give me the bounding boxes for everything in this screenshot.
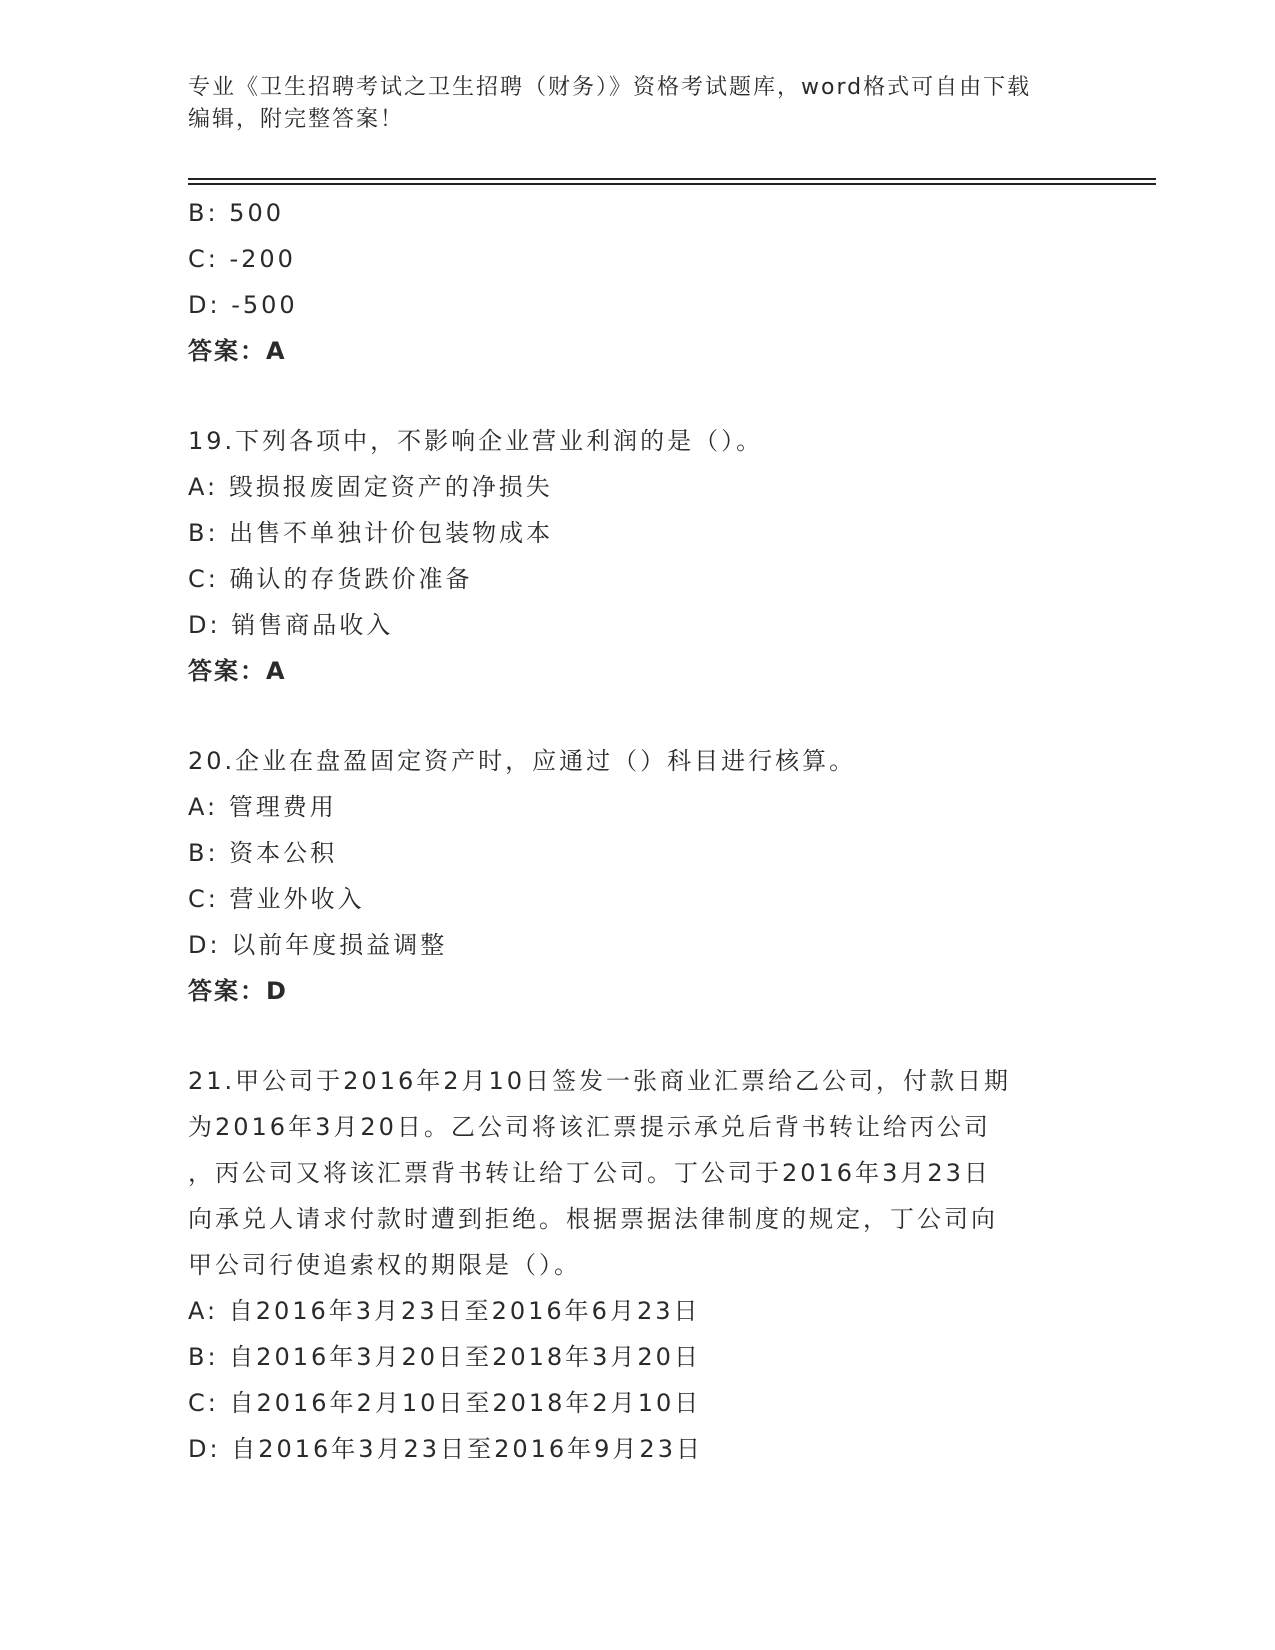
- question-21-block: [188, 1058, 1088, 1472]
- spacer: [188, 694, 1088, 738]
- question-20-text: 20.企业在盘盈固定资产时，应通过（）科目进行核算。: [188, 747, 857, 775]
- question-19-text: 19.下列各项中，不影响企业营业利润的是（）。: [188, 427, 764, 455]
- spacer: [188, 1014, 1088, 1058]
- option-d: D: 以前年度损益调整: [188, 931, 448, 959]
- prev-question-block: [188, 190, 1088, 374]
- spacer: [188, 374, 1088, 418]
- header-line-1: 专业《卫生招聘考试之卫生招聘（财务）》资格考试题库，word格式可自由下载: [188, 75, 1032, 100]
- option-b: B: 500: [188, 199, 284, 227]
- question-21-text-line: ，丙公司又将该汇票背书转让给丁公司。丁公司于2016年3月23日: [188, 1159, 991, 1187]
- question-21-text-line: 向承兑人请求付款时遭到拒绝。根据票据法律制度的规定，丁公司向: [188, 1205, 998, 1233]
- option-c: C: 确认的存货跌价准备: [188, 565, 473, 593]
- option-a: A: 自2016年3月23日至2016年6月23日: [188, 1297, 701, 1325]
- question-21-text-line: 21.甲公司于2016年2月10日签发一张商业汇票给乙公司，付款日期: [188, 1067, 1012, 1095]
- answer-label: 答案：A: [188, 657, 287, 685]
- option-b: B: 资本公积: [188, 839, 338, 867]
- option-b: B: 出售不单独计价包装物成本: [188, 519, 554, 547]
- header-rule-bottom: [188, 183, 1156, 185]
- option-c: C: -200: [188, 245, 296, 273]
- answer-label: 答案：D: [188, 977, 288, 1005]
- question-21-text-line: 为2016年3月20日。乙公司将该汇票提示承兑后背书转让给丙公司: [188, 1113, 991, 1141]
- option-c: C: 自2016年2月10日至2018年2月10日: [188, 1389, 702, 1417]
- option-a: A: 毁损报废固定资产的净损失: [188, 473, 553, 501]
- question-content: [188, 190, 1088, 1472]
- option-d: D: -500: [188, 291, 298, 319]
- header-line-2: 编辑，附完整答案！: [188, 107, 405, 132]
- option-b: B: 自2016年3月20日至2018年3月20日: [188, 1343, 701, 1371]
- option-a: A: 管理费用: [188, 793, 337, 821]
- answer-label: 答案：A: [188, 337, 287, 365]
- question-20-block: [188, 738, 1088, 1014]
- option-d: D: 自2016年3月23日至2016年9月23日: [188, 1435, 703, 1463]
- option-d: D: 销售商品收入: [188, 611, 394, 639]
- option-c: C: 营业外收入: [188, 885, 365, 913]
- question-21-text-line: 甲公司行使追索权的期限是（）。: [188, 1251, 581, 1279]
- question-19-block: [188, 418, 1088, 694]
- page-header: [188, 72, 1088, 136]
- header-rule-top: [188, 178, 1156, 180]
